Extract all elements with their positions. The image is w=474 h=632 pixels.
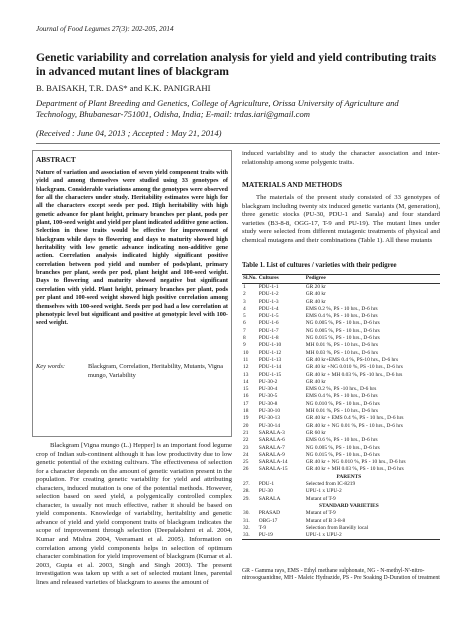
table-row: [242, 401, 440, 408]
parents-heading-row: [242, 474, 440, 481]
cell-pedigree: NG 0.015 %, PS - 10 hrs., D-6 hrs: [305, 451, 380, 458]
cell-culture: PDU-1-6: [258, 320, 279, 327]
cell-slno: 12: [243, 364, 249, 371]
cell-culture: T-9: [258, 524, 267, 531]
cell-pedigree: GR 40 kr + NG 0.01 %, PS - 10 hrs., D-6 hrs: [305, 422, 403, 429]
table-caption: Table 1. List of cultures / varieties with their pedigree: [242, 262, 397, 269]
standard-heading-row: [242, 503, 440, 510]
cell-pedigree: UPU-1 x UPU-2: [305, 488, 342, 495]
keywords-label: Key words:: [36, 363, 66, 370]
table-row: [242, 518, 440, 525]
cell-slno: 21: [243, 429, 249, 436]
cell-slno: 13: [243, 371, 249, 378]
cell-slno: 19: [243, 415, 249, 422]
cell-pedigree: MH 0.01 %, PS - 10 hrs., D-6 hrs: [305, 408, 378, 415]
cell-slno: 23: [243, 444, 249, 451]
cell-pedigree: NG 0.005 %, PS - 10 hrs., D-6 hrs: [305, 327, 380, 334]
article-title: Genetic variability and correlation analysis for yield and yield contributing traits in advanced mutant lines of blackgram: [36, 51, 437, 78]
cell-slno: 26: [243, 466, 249, 473]
cell-culture: PU-30-8: [258, 400, 278, 407]
table-row: [242, 291, 440, 298]
cell-culture: PDU-1-7: [258, 327, 279, 334]
table-row: [242, 350, 440, 357]
cell-slno: 33.: [242, 532, 258, 540]
section-heading-cell: PARENTS: [336, 473, 362, 480]
cell-slno: 5: [243, 313, 246, 320]
keywords-text: Blackgram, Correlation, Heritability, Mutants, Vigna mungo, Variability: [88, 363, 224, 379]
table-header-row: [242, 275, 440, 284]
cell-slno: 9: [243, 342, 246, 349]
cell-culture: PU-30-5: [258, 393, 278, 400]
cell-slno: 10: [243, 349, 249, 356]
cell-slno: 15: [243, 386, 249, 393]
cell-culture: SARALA-6: [258, 437, 285, 444]
cell-culture: PDU-1-12: [258, 349, 282, 356]
header-divider: [36, 143, 440, 144]
cell-slno: 14: [243, 378, 249, 385]
cell-culture: SARALA-9: [258, 451, 285, 458]
table-row: [242, 415, 440, 422]
cell-pedigree: EMS 0.2 %, PS - 10 hrs., D-6 hrs: [305, 305, 378, 312]
author-list: B. BAISAKH, T.R. DAS* and K.K. PANIGRAHI: [36, 83, 211, 93]
cell-slno: 32.: [243, 524, 250, 531]
abstract-text: Nature of variation and association of seven yield component traits with yield and among themselves were studied using 33 genotypes of blackgram. Considerable variations among the genotypes were observed for all the characters under study. Heritability estimates were high for all the characters except seeds per pod. High heritability with high genetic advance for plant height, primary branches per plant, pods per plant, 100-seed weight and yield per plant indicated additive gene action. Selection in these traits would be effective for improvement of blackgram while days to flowering and days to maturity showed high heritability with low genetic advance indicating non-additive gene action. Correlation analysis indicated highly significant positive correlation between pod yield and number of pods/plant, primary branches per plant, seeds per pod, plant height and 100-seed weight. Days to flowering and maturity showed negative but significant correlation with yield. Plant height, primary branches per plant, pods per plant and 100-seed weight showed high positive correlation among themselves with 100-seed weight. Seeds per pod had a low correlation at phenotypic level but significant and positive at genotypic level with 100-seed weight.: [36, 169, 228, 327]
spacer-cell: [242, 503, 258, 510]
cell-pedigree: EMS 0.6 %, PS - 10 hrs., D-6 hrs: [305, 437, 378, 444]
cell-slno: 20: [243, 422, 249, 429]
section-heading-cell: STANDARD VARIETIES: [319, 502, 379, 509]
cell-culture: PDU-1-15: [258, 371, 282, 378]
cell-culture: PDU-1-13: [258, 356, 282, 363]
cell-culture: PDU-1-4: [258, 305, 279, 312]
table-row: [242, 525, 440, 532]
cell-culture: PDU-1-8: [258, 335, 279, 342]
cell-culture: PDU-1-3: [258, 298, 279, 305]
header-cultures: Cultures: [258, 275, 305, 284]
cell-pedigree: NG 0.010 %, PS - 10 hrs., D-6 hrs: [305, 400, 380, 407]
table-row: [242, 328, 440, 335]
cell-slno: 6: [243, 320, 246, 327]
cell-pedigree: NG 0.005 %, PS - 10 hrs., D-6 hrs: [305, 320, 380, 327]
cell-culture: SARALA-14: [258, 459, 288, 466]
cell-slno: 11: [243, 356, 249, 363]
table-row: [242, 357, 440, 364]
header-slno: Sl.No.: [242, 275, 258, 284]
cell-pedigree: EMS 0.4 %, PS - 10 hrs., D-6 hrs: [305, 393, 378, 400]
cell-culture: PU-30-14: [258, 422, 281, 429]
cell-slno: 25: [243, 459, 249, 466]
table-row: [242, 488, 440, 495]
cell-pedigree: GR 40 kr +NG 0.010 %, PS -10 hrs., D-6 hrs: [305, 364, 403, 371]
cell-pedigree: Mutant of B 3-8-8: [305, 517, 346, 524]
cell-pedigree: EMS 0.4 %, PS - 10 hrs., D-6 hrs: [305, 313, 378, 320]
journal-header: Journal of Food Legumes 27(3): 202-205, 2014: [36, 25, 174, 33]
cell-culture: SARALA-7: [258, 444, 285, 451]
cell-slno: 16: [243, 393, 249, 400]
table-row: [242, 313, 440, 320]
cell-culture: PDU-1: [258, 481, 275, 488]
cell-slno: 29.: [243, 495, 250, 502]
cell-culture: PU-30-2: [258, 378, 278, 385]
cell-culture: OBG-17: [258, 517, 278, 524]
cell-slno: 30.: [243, 510, 250, 517]
table-row: [242, 510, 440, 517]
abstract-heading: ABSTRACT: [36, 155, 76, 164]
table-row: [242, 393, 440, 400]
materials-methods-text: The materials of the present study consisted of 33 genotypes of blackgram including twenty six induced genetic variants (M, generation), three genetic stocks (PU-30, PDU-1 and Sarala) and four standard varieties (B3-8-8, OGG-17, T-9 and PU-19). The mutant lines under study were selected from different mutagenic treatments of physical and chemical mutagens and their combinations (Table 1). All these mutants: [242, 194, 440, 244]
cell-pedigree: GR 40 kr + NG 0.010 %, PS - 10 hrs., D-6 hrs: [305, 459, 406, 466]
cell-pedigree: EMS 0.2 %, PS -10 hrs., D-6 hrs: [305, 386, 377, 393]
cell-culture: PDU-1-5: [258, 313, 279, 320]
cell-slno: 24: [243, 451, 249, 458]
cell-slno: 22: [243, 437, 249, 444]
cell-pedigree: Selection from Bareilly local: [305, 524, 369, 531]
table-row: [242, 372, 440, 379]
introduction-continued: induced variability and to study the character association and inter-relationship among some polygenic traits.: [242, 150, 440, 166]
cell-pedigree: Selected from IC-8219: [305, 481, 356, 488]
cell-slno: 2: [243, 291, 246, 298]
introduction-column-left: [36, 442, 232, 587]
introduction-paragraph: Blackgram [Vigna mungo (L.) Hepper] is an important food legume crop of Indian sub-continent although it has low productivity due to low genetic potential of the existing cultivars. The effectiveness of selection for a character depends on the amount of genetic variation present in the population. For creating genetic variability for yield and attributing characters, induced mutation is one of the potential methods. However, selection based on seed yield, a polygenically controlled complex character, is usually not much effective, rather it should be based on yield components. Knowledge of variability, heritability and genetic advance of yield and yield component traits of blackgram indicates the scope of improvement through selection (Deepalakshmi et al. 2004, Kumar and Mishra 2004, Veeramani et al. 2005). Information on correlation among yield components helps in selection of optimum character combination for yield improvement of blackgram (Kumar et al. 2003, Gupta et al. 2003, Singh and Singh 2003). The present investigation was taken up with a set of selected mutant lines, parental lines and released varieties of blackgram to assess the amount of: [36, 442, 232, 586]
table-row: [242, 342, 440, 349]
table-row: [242, 299, 440, 306]
cell-pedigree: Mutant of T-9: [305, 495, 336, 502]
cell-culture: PU-30: [258, 488, 273, 495]
cultures-table: [242, 274, 440, 540]
cell-pedigree: GR 60 kr: [305, 429, 326, 436]
table-row: [242, 481, 440, 488]
table-row: [242, 423, 440, 430]
affiliation: Department of Plant Breeding and Genetics, College of Agriculture, Orissa University of Agriculture and Technology, Bhubanesar-751001, Odisha, India; E-mail: trdas.iari@gmail.com: [36, 98, 399, 119]
table-row: [242, 466, 440, 473]
received-accepted-dates: (Received : June 04, 2013 ; Accepted : May 21, 2014): [36, 128, 222, 138]
table-row: [242, 459, 440, 466]
cell-culture: SARALA-15: [258, 466, 288, 473]
cell-culture: PU-30-13: [258, 415, 281, 422]
cell-slno: 1: [243, 284, 246, 290]
cell-pedigree: GR 20 kr: [305, 284, 326, 290]
table-row: [242, 386, 440, 393]
table-footnote: GR - Gamma rays, EMS - Ethyl methane sulphonate, NG - N-methyl-N'-nitro-nitrosoguanidine, MH - Maleic Hydrazide, PS - Pre Soaking D-Duration of treatment: [242, 568, 440, 582]
cell-culture: PU-30-10: [258, 408, 281, 415]
cell-pedigree: GR 40 kr: [305, 378, 326, 385]
table-row: [242, 379, 440, 386]
table-row: [242, 306, 440, 313]
materials-methods-heading: MATERIALS AND METHODS: [242, 180, 343, 189]
table-row: [242, 408, 440, 415]
cell-pedigree: GR 40 kr + MH 0.03 %, PS - 10 hrs., D-6 hrs: [305, 466, 404, 473]
cell-slno: 31.: [243, 517, 250, 524]
cell-culture: PDU-1-2: [258, 291, 279, 298]
table-row: [242, 335, 440, 342]
cell-culture: SARALA: [258, 495, 281, 502]
table-row: [242, 532, 440, 540]
cell-culture: PDU-1-10: [258, 342, 282, 349]
table-body: [242, 284, 440, 540]
cell-pedigree: MH 0.01 %, PS - 10 hrs., D-6 hrs: [305, 342, 378, 349]
cell-pedigree: GR 40 kr + EMS 0.4 %, PS - 10 hrs., D-6 hrs: [305, 415, 404, 422]
table-row: [242, 430, 440, 437]
cell-pedigree: GR 40 kr + MH 0.03 %, PS -10 hrs., D-6 hrs: [305, 371, 403, 378]
cell-slno: 27.: [243, 481, 250, 488]
cell-slno: 7: [243, 327, 246, 334]
cell-pedigree: MH 0.03 %, PS - 10 hrs., D-6 hrs: [305, 349, 378, 356]
cell-pedigree: NG 0.015 %, PS - 10 hrs., D-6 hrs: [305, 335, 380, 342]
cell-culture: SARALA-3: [258, 429, 285, 436]
cell-pedigree: Mutant of T-9: [305, 510, 336, 517]
cell-slno: 28.: [243, 488, 250, 495]
cell-slno: 3: [243, 298, 246, 305]
table-row: [242, 496, 440, 503]
cell-pedigree: UPU-1 x UPU-2: [305, 532, 440, 540]
table-row: [242, 437, 440, 444]
cell-culture: PU-19: [258, 532, 305, 540]
cell-culture: PRASAD: [258, 510, 281, 517]
cell-pedigree: GR 40 kr+EMS 0.4 %, PS-10 hrs., D-6 hrs: [305, 356, 399, 363]
table-row: [242, 284, 440, 292]
cell-slno: 18: [243, 408, 249, 415]
cell-slno: 8: [243, 335, 246, 342]
spacer-cell: [242, 474, 258, 481]
cell-culture: PDU-1-1: [258, 284, 279, 290]
table-row: [242, 320, 440, 327]
cell-pedigree: GR 40 kr: [305, 298, 326, 305]
cell-culture: PDU-1-14: [258, 364, 282, 371]
table-row: [242, 452, 440, 459]
cell-culture: PU-30-4: [258, 386, 278, 393]
header-pedigree: Pedigree: [305, 275, 440, 284]
cell-pedigree: GR 40 kr: [305, 291, 326, 298]
table-row: [242, 364, 440, 371]
cell-slno: 4: [243, 305, 246, 312]
cell-pedigree: NG 0.005 %, PS - 10 hrs., D-6 hrs: [305, 444, 380, 451]
table-row: [242, 445, 440, 452]
cell-slno: 17: [243, 400, 249, 407]
